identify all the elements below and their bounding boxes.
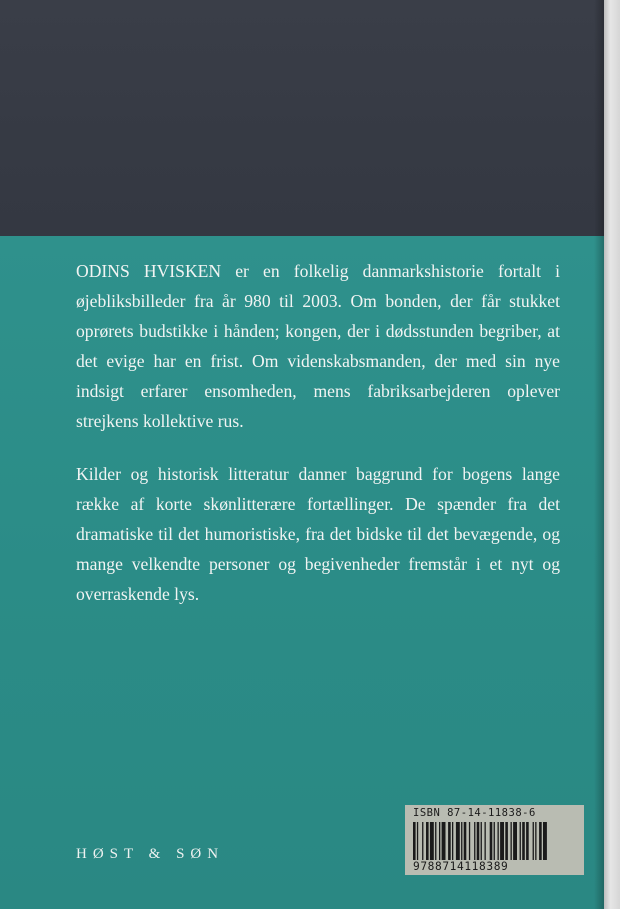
barcode-bar (469, 822, 470, 860)
barcode-bar (474, 822, 475, 860)
top-color-band (0, 0, 604, 236)
barcode-bar (543, 822, 547, 860)
blurb-paragraph-2: Kilder og historisk litteratur danner baggrund for bogens lange række af korte skønlitterære fortællinger. De spænder fra det dramatiske til det humoristiske, fra det bidske til det bevægende, og mange velkendte personer og begivenheder fremstår i et nyt og overraskende lys. (76, 463, 560, 604)
barcode-bar (430, 822, 434, 860)
barcode-bar (539, 822, 542, 860)
blurb-paragraph-1: ODINS HVISKEN er en folkelig danmarkshistorie fortalt i øjebliksbilleder fra år 980 til 2003. Om bonden, der får stukket oprørets budstikke i hånden; kongen, der i dødsstunden begriber, at det evige har en frist. Om videnskabsmanden, der med sin nye indsigt erfarer ensomheden, mens fabriksarbejderen oplever strejkens kollektive rus. (76, 261, 560, 432)
ean-number: 9788714118389 (413, 860, 509, 873)
barcode-bar (435, 822, 436, 860)
barcode-bar (426, 822, 429, 860)
barcode-bar (481, 822, 482, 860)
barcode-bar (439, 822, 440, 860)
barcode-bar (511, 822, 512, 860)
barcode-image (413, 822, 577, 860)
publisher-imprint: HØST & SØN (76, 846, 225, 862)
barcode-bar (498, 822, 499, 860)
spine-shadow (594, 0, 604, 909)
barcode-bar (522, 822, 525, 860)
barcode-bar (535, 822, 536, 860)
barcode-bar (413, 822, 416, 860)
blurb-text (76, 256, 560, 631)
barcode-bar (513, 822, 517, 860)
barcode-bar (494, 822, 495, 860)
barcode-bar (442, 822, 446, 860)
barcode-bar (422, 822, 423, 860)
barcode-bar (477, 822, 480, 860)
barcode-bar (490, 822, 493, 860)
barcode-label (405, 805, 584, 875)
barcode-bar (500, 822, 504, 860)
barcode-bar (485, 822, 486, 860)
barcode-bar (464, 822, 467, 860)
barcode-bar (456, 822, 460, 860)
barcode-bar (526, 822, 529, 860)
isbn-number: ISBN 87-14-11838-6 (413, 807, 536, 819)
barcode-bar (505, 822, 508, 860)
barcode-bar (448, 822, 451, 860)
barcode-bar (417, 822, 418, 860)
barcode-bar (533, 822, 534, 860)
page-edge (604, 0, 620, 909)
barcode-bar (461, 822, 462, 860)
barcode-bar (452, 822, 453, 860)
barcode-bar (520, 822, 521, 860)
